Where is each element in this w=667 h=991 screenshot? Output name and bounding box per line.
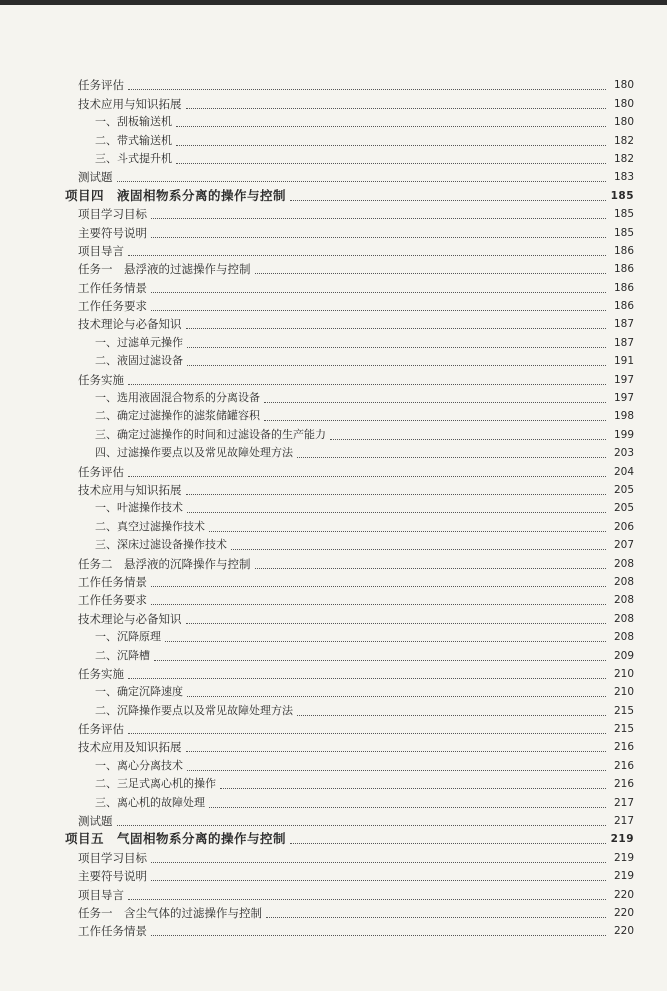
toc-entry-title: 测试题 bbox=[78, 170, 113, 185]
toc-page-number: 216 bbox=[613, 778, 634, 791]
toc-entry[interactable] bbox=[78, 242, 634, 260]
toc-page-number: 215 bbox=[613, 723, 634, 736]
toc-entry-title: 一、叶滤操作技术 bbox=[95, 501, 183, 515]
toc-entry-title: 项目五 气固相物系分离的操作与控制 bbox=[65, 831, 287, 847]
toc-entry[interactable] bbox=[78, 205, 634, 223]
dot-leader bbox=[176, 125, 606, 127]
toc-page-number: 220 bbox=[613, 888, 634, 901]
toc-entry[interactable] bbox=[78, 536, 634, 554]
dot-leader bbox=[255, 272, 607, 274]
toc-page-number: 208 bbox=[613, 575, 634, 588]
dot-leader bbox=[128, 88, 606, 90]
dot-leader bbox=[154, 659, 606, 661]
toc-page-number: 187 bbox=[613, 318, 634, 331]
toc-entry[interactable] bbox=[78, 462, 634, 480]
dot-leader bbox=[330, 438, 606, 440]
toc-page-number: 206 bbox=[613, 520, 634, 533]
dot-leader bbox=[187, 364, 606, 366]
dot-leader bbox=[128, 383, 606, 385]
toc-entry-title: 二、三足式离心机的操作 bbox=[95, 777, 216, 791]
toc-page-number: 186 bbox=[613, 263, 634, 276]
dot-leader bbox=[186, 107, 607, 109]
toc-page-number: 219 bbox=[610, 833, 634, 846]
dot-leader bbox=[186, 493, 607, 495]
toc-page-number: 204 bbox=[613, 465, 634, 478]
toc-page-number: 186 bbox=[613, 300, 634, 313]
dot-leader bbox=[128, 475, 606, 477]
toc-page-number: 220 bbox=[613, 925, 634, 938]
dot-leader bbox=[186, 622, 607, 624]
toc-entry[interactable] bbox=[78, 223, 634, 241]
toc-entry[interactable] bbox=[78, 370, 634, 388]
dot-leader bbox=[176, 144, 606, 146]
toc-page-number: 185 bbox=[610, 189, 634, 202]
toc-entry-title: 二、液固过滤设备 bbox=[95, 354, 183, 368]
toc-entry-title: 工作任务情景 bbox=[78, 574, 147, 589]
toc-page-number: 207 bbox=[613, 539, 634, 552]
toc-entry-title: 三、确定过滤操作的时间和过滤设备的生产能力 bbox=[95, 427, 326, 441]
toc-entry-title: 项目四 液固相物系分离的操作与控制 bbox=[65, 187, 287, 203]
toc-page-number: 210 bbox=[613, 667, 634, 680]
toc-entry-title: 主要符号说明 bbox=[78, 869, 147, 884]
toc-entry[interactable] bbox=[78, 554, 634, 572]
toc-entry[interactable] bbox=[78, 793, 634, 811]
page-top-edge bbox=[0, 0, 667, 5]
dot-leader bbox=[264, 401, 606, 403]
dot-leader bbox=[151, 291, 606, 293]
dot-leader bbox=[151, 217, 606, 219]
toc-page-number: 197 bbox=[613, 373, 634, 386]
toc-page-number: 208 bbox=[613, 557, 634, 570]
toc-page-number: 182 bbox=[613, 152, 634, 165]
toc-entry[interactable] bbox=[78, 591, 634, 609]
dot-leader bbox=[151, 934, 606, 936]
dot-leader bbox=[231, 548, 606, 550]
toc-entry[interactable] bbox=[78, 278, 634, 296]
dot-leader bbox=[128, 677, 606, 679]
toc-entry[interactable] bbox=[78, 131, 634, 149]
toc-entry-title: 一、过滤单元操作 bbox=[95, 335, 183, 349]
toc-page-number: 216 bbox=[613, 741, 634, 754]
toc-entry[interactable] bbox=[78, 756, 634, 774]
dot-leader bbox=[128, 898, 606, 900]
dot-leader bbox=[128, 254, 606, 256]
toc-entry-title: 技术理论与必备知识 bbox=[78, 611, 182, 626]
dot-leader bbox=[186, 750, 607, 752]
toc-page-number: 186 bbox=[613, 281, 634, 294]
dot-leader bbox=[187, 511, 606, 513]
toc-entry[interactable] bbox=[78, 867, 634, 885]
dot-leader bbox=[117, 824, 607, 826]
toc-entry[interactable] bbox=[78, 481, 634, 499]
toc-entry-title: 项目学习目标 bbox=[78, 850, 147, 865]
toc-page-number: 208 bbox=[613, 612, 634, 625]
toc-entry[interactable] bbox=[78, 517, 634, 535]
toc-entry-title: 任务一 悬浮液的过滤操作与控制 bbox=[78, 262, 251, 277]
dot-leader bbox=[165, 640, 606, 642]
dot-leader bbox=[187, 695, 606, 697]
toc-page-number: 215 bbox=[613, 704, 634, 717]
toc-entry[interactable] bbox=[78, 499, 634, 517]
toc-entry[interactable] bbox=[78, 609, 634, 627]
toc-entry-title: 任务实施 bbox=[78, 372, 124, 387]
toc-entry[interactable] bbox=[78, 297, 634, 315]
toc-entry-title: 工作任务情景 bbox=[78, 924, 147, 939]
dot-leader bbox=[151, 603, 606, 605]
toc-page-number: 205 bbox=[613, 483, 634, 496]
toc-entry-title: 项目导言 bbox=[78, 887, 124, 902]
toc-entry[interactable] bbox=[78, 425, 634, 443]
dot-leader bbox=[186, 327, 607, 329]
toc-project-heading[interactable] bbox=[65, 830, 634, 848]
toc-entry[interactable] bbox=[78, 720, 634, 738]
toc-page-number: 187 bbox=[613, 336, 634, 349]
toc-entry[interactable] bbox=[78, 628, 634, 646]
dot-leader bbox=[151, 585, 606, 587]
toc-page-number: 198 bbox=[613, 410, 634, 423]
toc-entry-title: 四、过滤操作要点以及常见故障处理方法 bbox=[95, 446, 293, 460]
toc-entry-title: 二、真空过滤操作技术 bbox=[95, 519, 205, 533]
toc-entry-title: 工作任务要求 bbox=[78, 299, 147, 314]
toc-page-number: 210 bbox=[613, 686, 634, 699]
toc-entry[interactable] bbox=[78, 76, 634, 94]
toc-entry-title: 一、确定沉降速度 bbox=[95, 685, 183, 699]
dot-leader bbox=[176, 162, 606, 164]
dot-leader bbox=[297, 714, 606, 716]
toc-entry[interactable] bbox=[78, 885, 634, 903]
toc-entry-title: 任务实施 bbox=[78, 666, 124, 681]
toc-entry[interactable] bbox=[78, 94, 634, 112]
toc-page-number: 219 bbox=[613, 870, 634, 883]
toc-entry-title: 任务一 含尘气体的过滤操作与控制 bbox=[78, 905, 262, 920]
toc-page-number: 183 bbox=[613, 171, 634, 184]
toc-entry[interactable] bbox=[78, 260, 634, 278]
toc-entry[interactable] bbox=[78, 168, 634, 186]
dot-leader bbox=[151, 309, 606, 311]
dot-leader bbox=[209, 530, 606, 532]
toc-entry[interactable] bbox=[78, 812, 634, 830]
toc-entry-title: 项目学习目标 bbox=[78, 207, 147, 222]
toc-entry[interactable] bbox=[78, 683, 634, 701]
toc-entry-title: 工作任务情景 bbox=[78, 280, 147, 295]
toc-entry-title: 工作任务要求 bbox=[78, 593, 147, 608]
dot-leader bbox=[187, 769, 606, 771]
toc-page-number: 180 bbox=[613, 97, 634, 110]
dot-leader bbox=[255, 567, 607, 569]
toc-entry[interactable] bbox=[78, 315, 634, 333]
toc-entry[interactable] bbox=[78, 904, 634, 922]
toc-entry-title: 技术应用及知识拓展 bbox=[78, 740, 182, 755]
toc-page-number: 186 bbox=[613, 244, 634, 257]
toc-entry-title: 一、选用液固混合物系的分离设备 bbox=[95, 391, 260, 405]
toc-entry-title: 三、斗式提升机 bbox=[95, 151, 172, 165]
toc-page-number: 185 bbox=[613, 226, 634, 239]
toc-page-number: 208 bbox=[613, 594, 634, 607]
toc-entry[interactable] bbox=[78, 775, 634, 793]
toc-entry-title: 任务评估 bbox=[78, 464, 124, 479]
toc-page-number: 182 bbox=[613, 134, 634, 147]
toc-entry[interactable] bbox=[78, 701, 634, 719]
toc-entry[interactable] bbox=[78, 573, 634, 591]
toc-entry[interactable] bbox=[78, 352, 634, 370]
toc-page-number: 217 bbox=[613, 815, 634, 828]
toc-page-number: 208 bbox=[613, 631, 634, 644]
toc-entry-title: 任务评估 bbox=[78, 722, 124, 737]
toc-entry-title: 一、离心分离技术 bbox=[95, 758, 183, 772]
toc-entry[interactable] bbox=[78, 922, 634, 940]
toc-page-number: 219 bbox=[613, 851, 634, 864]
toc-page-number: 180 bbox=[613, 116, 634, 129]
dot-leader bbox=[151, 861, 606, 863]
toc-entry[interactable] bbox=[78, 333, 634, 351]
dot-leader bbox=[290, 842, 606, 844]
toc-page-number: 191 bbox=[613, 355, 634, 368]
dot-leader bbox=[151, 236, 606, 238]
toc-entry-title: 主要符号说明 bbox=[78, 225, 147, 240]
toc-entry[interactable] bbox=[78, 444, 634, 462]
dot-leader bbox=[151, 879, 606, 881]
toc-entry[interactable] bbox=[78, 389, 634, 407]
toc-entry[interactable] bbox=[78, 665, 634, 683]
dot-leader bbox=[297, 456, 606, 458]
toc-project-heading[interactable] bbox=[65, 186, 634, 204]
toc-entry-title: 任务评估 bbox=[78, 78, 124, 93]
dot-leader bbox=[290, 199, 606, 201]
toc-entry-title: 二、带式输送机 bbox=[95, 133, 172, 147]
toc-entry-title: 一、刮板输送机 bbox=[95, 115, 172, 129]
toc-entry[interactable] bbox=[78, 150, 634, 168]
toc-entry[interactable] bbox=[78, 848, 634, 866]
toc-entry-title: 三、离心机的故障处理 bbox=[95, 795, 205, 809]
dot-leader bbox=[117, 180, 607, 182]
toc-entry-title: 二、沉降操作要点以及常见故障处理方法 bbox=[95, 703, 293, 717]
toc-page-number: 205 bbox=[613, 502, 634, 515]
toc-entry-title: 技术应用与知识拓展 bbox=[78, 96, 182, 111]
toc-entry-title: 任务二 悬浮液的沉降操作与控制 bbox=[78, 556, 251, 571]
toc-entry[interactable] bbox=[78, 407, 634, 425]
toc-page-number: 220 bbox=[613, 906, 634, 919]
toc-entry-title: 三、深床过滤设备操作技术 bbox=[95, 538, 227, 552]
toc-entry[interactable] bbox=[78, 113, 634, 131]
toc-entry-title: 项目导言 bbox=[78, 243, 124, 258]
toc-entry-title: 技术理论与必备知识 bbox=[78, 317, 182, 332]
dot-leader bbox=[264, 419, 606, 421]
dot-leader bbox=[187, 346, 606, 348]
toc-page-number: 185 bbox=[613, 208, 634, 221]
dot-leader bbox=[128, 732, 606, 734]
toc-entry[interactable] bbox=[78, 738, 634, 756]
toc-page-number: 216 bbox=[613, 759, 634, 772]
toc-page-number: 217 bbox=[613, 796, 634, 809]
toc-entry-title: 测试题 bbox=[78, 814, 113, 829]
toc-page-number: 199 bbox=[613, 428, 634, 441]
toc-page-number: 180 bbox=[613, 79, 634, 92]
dot-leader bbox=[220, 787, 606, 789]
dot-leader bbox=[266, 916, 606, 918]
toc-entry-title: 技术应用与知识拓展 bbox=[78, 482, 182, 497]
toc-page-number: 197 bbox=[613, 392, 634, 405]
toc-page-number: 203 bbox=[613, 447, 634, 460]
toc-entry-title: 一、沉降原理 bbox=[95, 630, 161, 644]
table-of-contents bbox=[65, 76, 634, 940]
toc-entry[interactable] bbox=[78, 646, 634, 664]
toc-page-number: 209 bbox=[613, 649, 634, 662]
toc-entry-title: 二、沉降槽 bbox=[95, 648, 150, 662]
dot-leader bbox=[209, 806, 606, 808]
toc-entry-title: 二、确定过滤操作的滤浆储罐容积 bbox=[95, 409, 260, 423]
